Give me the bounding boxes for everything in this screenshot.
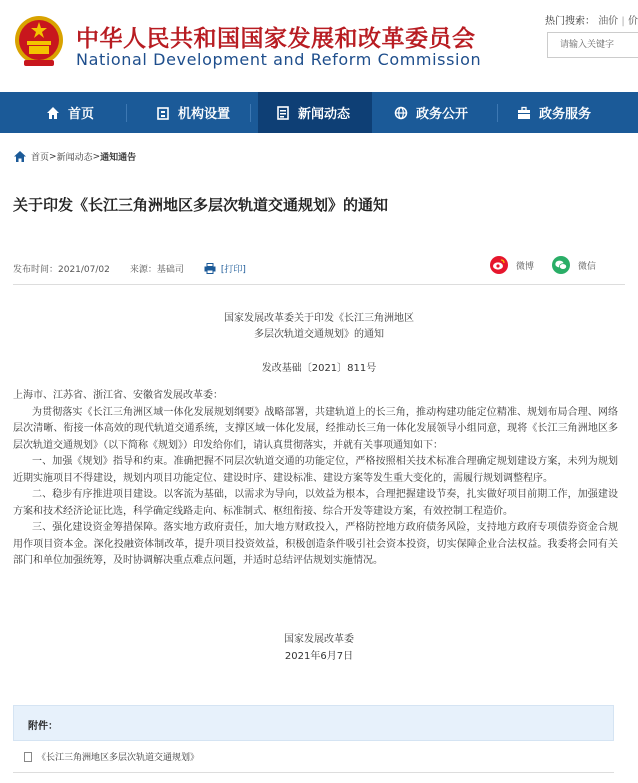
nav-item-label: 首页 xyxy=(68,107,95,122)
nav-item-news[interactable] xyxy=(258,92,372,133)
paragraph-3: 三、强化建设资金筹措保障。落实地方政府责任，加大地方财政投入，严格防控地方政府债务风险，支持地方政府专项债券资金合规用作项目资本金。深化投融资体制改革，提升项目投资效益，积极创造条件吸引社会资本投资，切实保障企业合法权益。我委将会同有关部门和单位加强统筹，及时协调解决重点难点问题，并适时总结评估规划实施情况。 xyxy=(13,522,618,566)
document-icon xyxy=(24,752,32,762)
home-icon xyxy=(46,106,60,120)
nav-item-government-services[interactable] xyxy=(517,92,591,133)
doc-header-line-1: 国家发展改革委关于印发《长江三角洲地区 xyxy=(224,313,414,324)
nav-item-label: 政务公开 xyxy=(416,107,469,122)
home-icon xyxy=(14,151,26,162)
nav-item-label: 政务服务 xyxy=(539,107,592,122)
breadcrumb xyxy=(14,150,136,163)
hot-search-item[interactable]: 价 xyxy=(627,16,638,27)
briefcase-icon xyxy=(517,106,531,120)
breadcrumb-item-home[interactable]: 首页 xyxy=(31,153,50,163)
document-date: 2021年6月7日 xyxy=(284,651,354,662)
hot-search-label: 热门搜索： xyxy=(545,16,595,27)
search-input[interactable]: 请输入关键字 xyxy=(547,32,638,58)
share-wechat-label: 微信 xyxy=(578,261,597,272)
breadcrumb-separator: > xyxy=(49,151,57,162)
site-header xyxy=(0,0,638,92)
breadcrumb-separator: > xyxy=(92,151,101,162)
hot-search: 热门搜索： 油价 | 价 xyxy=(545,16,638,27)
paragraph-1: 一、加强《规划》指导和约束。准确把握不同层次轨道交通的功能定位，严格按照相关技术标准合理确定规划建设方案，未列为规划近期实施项目不得建设，规划内项目功能定位、建设时序、建设标准、建设方案等发生重大变化的，需履行规划调整程序。 xyxy=(13,456,618,484)
attachment-file-name: 《长江三角洲地区多层次轨道交通规划》 xyxy=(37,753,200,763)
article-body xyxy=(13,388,618,570)
recipients: 上海市、江苏省、浙江省、安徽省发展改革委： xyxy=(13,390,223,401)
paragraph-2: 二、稳步有序推进项目建设。以客流为基础，以需求为导向，以效益为根本，合理把握建设节奏，扎实做好项目前期工作，加强建设方案和技术经济论证比选，科学确定线路走向、标准制式、枢纽衔接、综合开发等建设方案，有效控制工程造价。 xyxy=(13,489,618,517)
nav-divider xyxy=(126,104,127,122)
divider xyxy=(13,284,625,285)
news-icon xyxy=(276,106,290,120)
hot-search-item[interactable]: 油价 xyxy=(598,16,619,27)
breadcrumb-item-news[interactable]: 新闻动态 xyxy=(56,153,93,163)
print-label: [打印] xyxy=(220,265,246,275)
page-title: 关于印发《长江三角洲地区多层次轨道交通规划》的通知 xyxy=(13,196,389,214)
attachment-header xyxy=(13,705,614,741)
nav-divider xyxy=(497,104,498,122)
print-button[interactable] xyxy=(204,262,266,275)
main-nav xyxy=(0,92,638,133)
breadcrumb-item-notices[interactable]: 通知通告 xyxy=(100,153,137,163)
doc-header-line-2: 多层次轨道交通规划》的通知 xyxy=(254,329,384,340)
weibo-icon xyxy=(490,256,508,274)
nav-item-label: 新闻动态 xyxy=(298,107,351,122)
share-weibo-label: 微博 xyxy=(516,261,535,272)
share-weibo[interactable] xyxy=(490,256,534,274)
nav-item-government-affairs[interactable] xyxy=(394,92,468,133)
attachment-label: 附件： xyxy=(28,721,58,732)
doc-number: 发改基础〔2021〕811号 xyxy=(261,363,377,374)
site-title-en: National Development and Reform Commission xyxy=(76,50,482,69)
nav-item-organization[interactable] xyxy=(156,92,230,133)
building-icon xyxy=(156,106,170,120)
article-source: 来源：基础司 xyxy=(129,265,184,275)
printer-icon xyxy=(204,263,216,274)
globe-icon xyxy=(394,106,408,120)
publish-date: 发布时间：2021/07/02 xyxy=(13,265,110,275)
paragraph-intro: 为贯彻落实《长江三角洲区域一体化发展规划纲要》战略部署，共建轨道上的长三角，推动构建功能定位精准、规划布局合理、网络层次清晰、衔接一体高效的现代轨道交通系统，支撑区域一体化发展，经推动长三角一体化发展领导小组同意，现将《长江三角洲地区多层次轨道交通规划》（以下简称《规划》）印发给你们，请认真贯彻落实，并就有关事项通知如下： xyxy=(13,406,618,451)
nav-item-home[interactable] xyxy=(46,92,94,133)
share-wechat[interactable] xyxy=(552,256,596,274)
national-emblem-icon[interactable] xyxy=(12,14,66,70)
wechat-icon xyxy=(552,256,570,274)
nav-item-label: 机构设置 xyxy=(178,107,231,122)
site-title-cn[interactable]: 中华人民共和国国家发展和改革委员会 xyxy=(76,26,476,52)
nav-divider xyxy=(250,104,251,122)
attachment-link[interactable] xyxy=(24,750,199,763)
signature: 国家发展改革委 xyxy=(284,634,354,645)
article-meta xyxy=(13,262,286,275)
divider xyxy=(13,772,614,773)
